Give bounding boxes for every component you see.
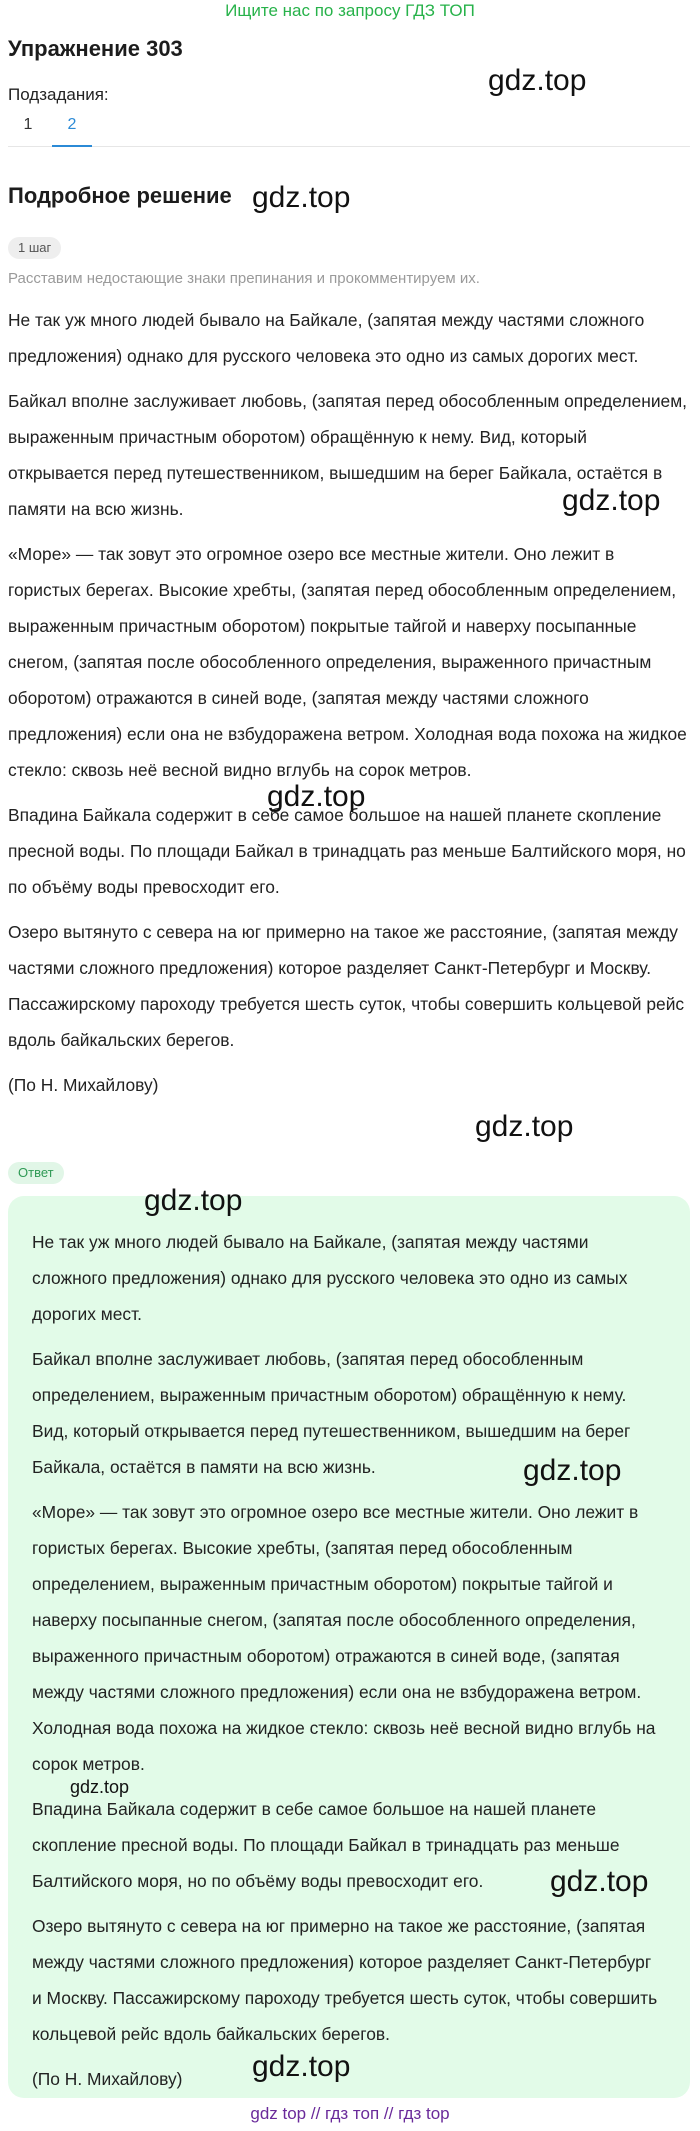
solution-paragraph: Впадина Байкала содержит в себе самое большое на нашей планете скопление пресной воды. По площади Байкал в тринадцать раз меньше Балтийского моря, но по объёму воды превосходит его. — [8, 805, 686, 897]
watermark: gdz.top — [252, 2050, 351, 2083]
watermark: gdz.top — [70, 1777, 130, 1797]
solution-paragraph: Байкал вполне заслуживает любовь, (запятая перед обособленным определением, выраженным причастным оборотом) обращённую к нему. Вид, который открывается перед путешественником, вышедшим на берег Байкала, остаётся в памяти на всю жизнь. — [8, 391, 687, 519]
answer-paragraph: Впадина Байкала содержит в себе самое большое на нашей планете скопление пресной воды. По площади Байкал в тринадцать раз меньше Балтийского моря, но по объёму воды превосходит его. — [32, 1799, 620, 1891]
answer-paragraph: Озеро вытянуто с севера на юг примерно на такое же расстояние, (запятая между частями сложного предложения) которое разделяет Санкт-Петербург и Москву. Пассажирскому пароходу требуется шесть суток, чтобы совершить кольцевой рейс вдоль байкальских берегов. — [32, 1916, 658, 2044]
solution-paragraph: Не так уж много людей бывало на Байкале, (запятая между частями сложного предложения) однако для русского человека это одно из самых дорогих мест. — [8, 310, 645, 366]
answer-paragraph: Байкал вполне заслуживает любовь, (запятая перед обособленным определением, выраженным причастным оборотом) обращённую к нему. Вид, который открывается перед путешественником, вышедшим на берег Байкала, остаётся в памяти на всю жизнь. — [32, 1349, 631, 1477]
watermark: gdz.top — [267, 780, 366, 813]
watermark: gdz.top — [550, 1865, 649, 1898]
solution-paragraph: Озеро вытянуто с севера на юг примерно на такое же расстояние, (запятая между частями сложного предложения) которое разделяет Санкт-Петербург и Москву. Пассажирскому пароходу требуется шесть суток, чтобы совершить кольцевой рейс вдоль байкальских берегов. — [8, 922, 685, 1050]
watermark: gdz.top — [252, 181, 351, 214]
answer-paragraph: Не так уж много людей бывало на Байкале, (запятая между частями сложного предложения) однако для русского человека это одно из самых дорогих мест. — [32, 1232, 628, 1324]
solution-text — [8, 302, 690, 1112]
subtask-tabs — [8, 113, 690, 147]
watermark: gdz.top — [144, 1184, 243, 1217]
search-banner: Ищите нас по запросу ГДЗ ТОП — [225, 1, 475, 20]
footer-link-gdz-top[interactable]: gdz top — [250, 2104, 307, 2123]
answer-box — [8, 1196, 690, 2098]
watermark: gdz.top — [562, 484, 661, 517]
solution-source: (По Н. Михайлову) — [8, 1075, 159, 1095]
tab-subtask-1[interactable]: 1 — [23, 116, 33, 133]
step-badge: 1 шаг — [8, 237, 61, 259]
intro-text: Расставим недостающие знаки препинания и прокомментируем их. — [8, 270, 480, 287]
section-title: Подробное решение — [8, 183, 232, 208]
footer-links — [0, 2104, 700, 2124]
footer-link-gdz-top-ru[interactable]: гдз топ — [325, 2104, 380, 2123]
solution-paragraph: «Море» — так зовут это огромное озеро все местные жители. Оно лежит в гористых берегах. Высокие хребты, (запятая перед обособленным определением, выраженным причастным оборотом) покрытые тайгой и наверху посыпанные снегом, (запятая после обособленного определения, выраженного причастным оборотом) отражаются в синей воде, (запятая между частями сложного предложения) если она не взбудоражена ветром. Холодная вода похожа на жидкое стекло: сквозь неё весной видно вглубь на сорок метров. — [8, 544, 687, 780]
page-title: Упражнение 303 — [8, 36, 183, 61]
answer-paragraph: «Море» — так зовут это огромное озеро все местные жители. Оно лежит в гористых берегах. Высокие хребты, (запятая перед обособленным определением, выраженным причастным оборотом) покрытые тайгой и наверху посыпанные снегом, (запятая после обособленного определения, выраженного причастным оборотом) отражаются в синей воде, (запятая между частями сложного предложения) если она не взбудоражена ветром. Холодная вода похожа на жидкое стекло: сквозь неё весной видно вглубь на сорок метров. — [32, 1502, 656, 1774]
tab-subtask-2[interactable]: 2 — [52, 116, 92, 147]
answer-source: (По Н. Михайлову) — [32, 2069, 183, 2089]
footer-separator: // — [383, 2104, 394, 2123]
subtasks-label: Подзадания: — [8, 85, 109, 104]
watermark: gdz.top — [488, 64, 587, 97]
watermark: gdz.top — [523, 1454, 622, 1487]
watermark: gdz.top — [475, 1110, 574, 1143]
answer-badge: Ответ — [8, 1162, 64, 1184]
footer-link-gdz-top-mixed[interactable]: гдз top — [398, 2104, 450, 2123]
footer-separator: // — [310, 2104, 321, 2123]
